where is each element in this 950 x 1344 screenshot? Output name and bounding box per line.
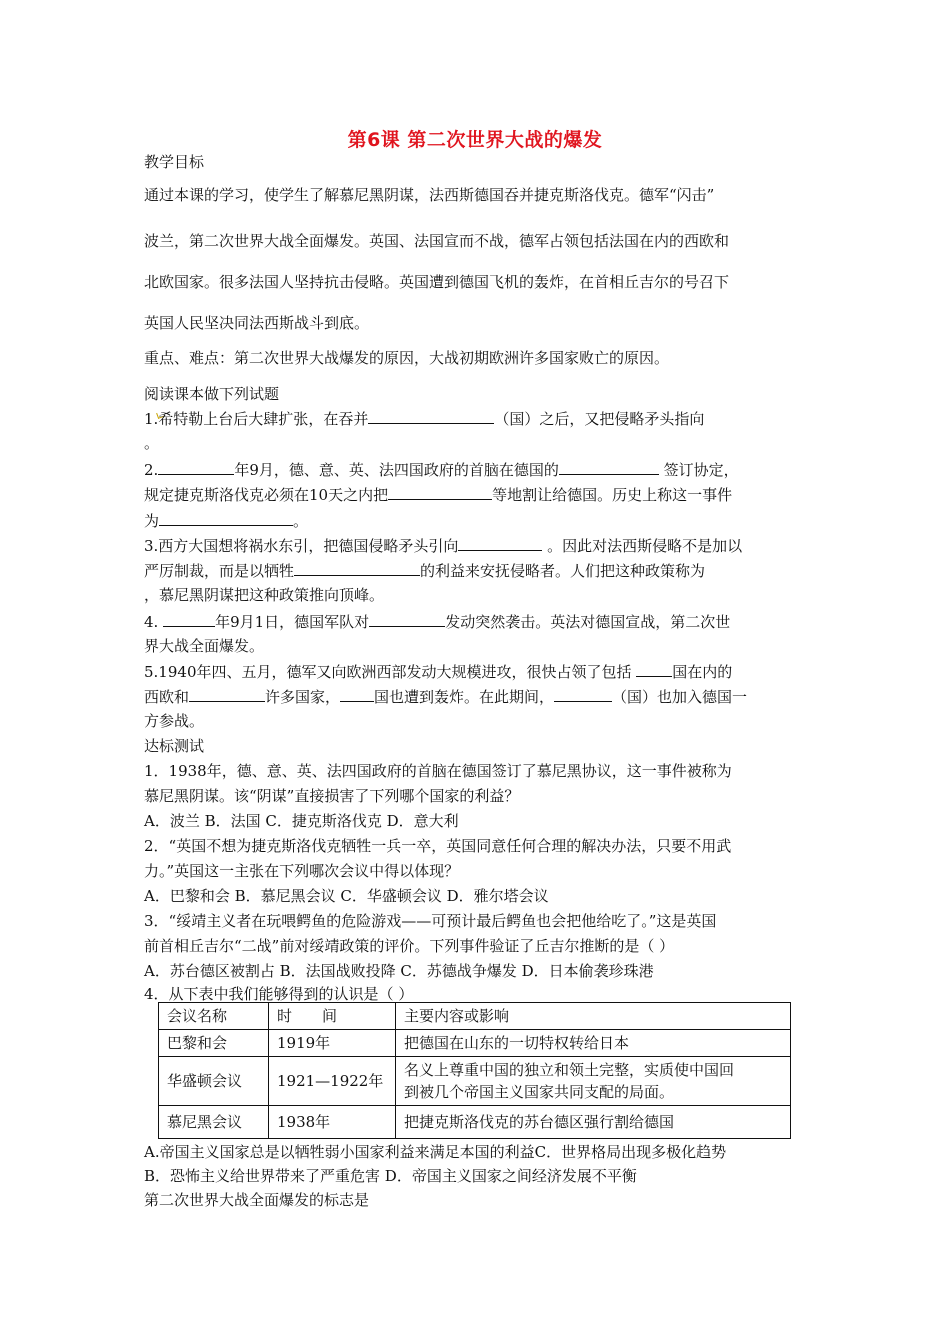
table-header-cell: 主要内容或影响 [396,1003,791,1030]
reading-q1-end: 。 [144,434,160,452]
reading-heading: 阅读课本做下列试题 [144,385,280,403]
q5-text-a: 5.1940年四、五月，德军又向欧洲西部发动大规模进攻，很快占领了包括 [144,663,637,681]
reading-q2-line1 [144,459,739,480]
table-cell: 1919年 [269,1030,396,1057]
q2-text-d: 规定捷克斯洛伐克必须在10天之内把 [144,486,389,504]
table-header-row [159,1003,791,1030]
reading-q3-line1 [144,535,742,556]
reading-q2-line3 [144,510,308,531]
q3-blank-direction[interactable] [458,535,542,551]
page-title: 第6课 第二次世界大战的爆发 [347,129,603,151]
test-q1-options: A．波兰 B．法国 C．捷克斯洛伐克 D．意大利 [144,812,459,830]
objectives-line-1: 通过本课的学习，使学生了解慕尼黑阴谋，法西斯德国吞并捷克斯洛伐克。德军“闪击” [144,186,715,204]
test-q5: 第二次世界大战全面爆发的标志是 [144,1191,370,1209]
q1-text-b: （国）之后，又把侵略矛头指向 [494,410,705,428]
table-row [159,1057,791,1106]
reading-q2-line2 [144,484,732,505]
table-cell: 慕尼黑会议 [159,1106,269,1139]
reading-q4-line1 [144,611,730,632]
q3-text-b: 。因此对法西斯侵略不是加以 [542,537,743,555]
q2-text-a: 2. [144,461,159,479]
key-points: 重点、难点：第二次世界大战爆发的原因，大战初期欧洲许多国家败亡的原因。 [144,349,670,367]
test-q4: 4．从下表中我们能够得到的认识是（ ） [144,985,414,1003]
q3-text-c: 严厉制裁，而是以牺牲 [144,562,295,580]
test-q4-options-line1: A.帝国主义国家总是以牺牲弱小国家利益来满足本国的利益C．世界格局出现多极化趋势 [144,1143,727,1161]
q2-text-b: 年9月，德、意、英、法四国政府的首脑在德国的 [234,461,559,479]
q2-text-g: 。 [293,512,309,530]
reading-q5-line2 [144,686,747,707]
q4-text-c: 发动突然袭击。英法对德国宣战，第二次世 [445,613,731,631]
q4-blank-year[interactable] [163,611,215,627]
table-header-cell: 时 间 [269,1003,396,1030]
test-q2-line2: 力。”英国这一主张在下列哪次会议中得以体现？ [144,862,460,880]
objectives-heading: 教学目标 [144,153,205,171]
table-cell-line: 名义上尊重中国的独立和领土完整，实质使中国回 [404,1061,735,1079]
test-q2-line1: 2．“英国不想为捷克斯洛伐克牺牲一兵一卒，英国同意任何合理的解决办法，只要不用武 [144,837,732,855]
test-q3-line1: 3．“绥靖主义者在玩喂鳄鱼的危险游戏——可预计最后鳄鱼也会把他给吃了。”这是英国 [144,912,717,930]
table-row [159,1106,791,1139]
test-q3-line2: 前首相丘吉尔“二战”前对绥靖政策的评价。下列事件验证了丘吉尔推断的是（ ） [144,937,675,955]
reading-q5-line1 [144,661,732,682]
q2-blank-year[interactable] [158,459,234,475]
q5-text-c: 西欧和 [144,688,190,706]
test-heading: 达标测试 [144,737,205,755]
q5-blank-country-2[interactable] [340,686,374,702]
table-cell: 巴黎和会 [159,1030,269,1057]
table-cell: 1921—1922年 [269,1057,396,1106]
q5-blank-region[interactable] [189,686,265,702]
reading-q3-line3: ，慕尼黑阴谋把这种政策推向顶峰。 [144,586,385,604]
q2-text-c: 签订协定， [658,461,739,479]
q5-blank-country-3[interactable] [554,686,612,702]
q3-text-d: 的利益来安抚侵略者。人们把这种政策称为 [420,562,706,580]
q3-text-a: 3.西方大国想将祸水东引，把德国侵略矛头引向 [144,537,459,555]
q1-blank-1[interactable] [368,408,494,424]
test-q2-options: A．巴黎和会 B．慕尼黑会议 C．华盛顿会议 D．雅尔塔会议 [144,887,549,905]
reading-q4-line2: 界大战全面爆发。 [144,637,265,655]
conference-table [158,1002,791,1139]
q5-text-b: 国在内的 [672,663,733,681]
reading-q1 [144,408,704,429]
test-q4-options-line2: B．恐怖主义给世界带来了严重危害 D．帝国主义国家之间经济发展不平衡 [144,1167,637,1185]
reading-q3-line2 [144,560,705,581]
objectives-line-2: 波兰，第二次世界大战全面爆发。英国、法国宣而不战，德军占领包括法国在内的西欧和 [144,232,730,250]
q5-text-f: （国）也加入德国一 [612,688,748,706]
q5-text-e: 国也遭到轰炸。在此期间， [374,688,555,706]
objectives-line-4: 英国人民坚决同法西斯战斗到底。 [144,314,370,332]
test-q1-line1: 1．1938年，德、意、英、法四国政府的首脑在德国签订了慕尼黑协议，这一事件被称为 [144,762,732,780]
test-q1-line2: 慕尼黑阴谋。该“阴谋”直接损害了下列哪个国家的利益？ [144,787,520,805]
table-cell [396,1057,791,1106]
table-cell: 把德国在山东的一切特权转给日本 [396,1030,791,1057]
q1-text-a: 1.希特勒上台后大肆扩张，在吞并 [144,410,369,428]
table-cell: 华盛顿会议 [159,1057,269,1106]
q4-blank-country[interactable] [369,611,445,627]
q2-text-e: 等地割让给德国。历史上称这一事件 [492,486,733,504]
q3-blank-victim[interactable] [294,560,420,576]
table-header-cell: 会议名称 [159,1003,269,1030]
q2-blank-region[interactable] [388,484,492,500]
q2-blank-place[interactable] [559,459,659,475]
q4-text-b: 年9月1日，德国军队对 [215,613,370,631]
q2-blank-event[interactable] [159,510,293,526]
table-row [159,1030,791,1057]
q5-blank-country-1[interactable] [636,661,672,677]
table-cell-line: 到被几个帝国主义国家共同支配的局面。 [404,1083,675,1101]
q5-text-d: 许多国家， [265,688,341,706]
test-q3-options: A．苏台德区被割占 B．法国战败投降 C．苏德战争爆发 D．日本偷袭珍珠港 [144,962,654,980]
q2-text-f: 为 [144,512,160,530]
reading-q5-line3: 方参战。 [144,712,205,730]
objectives-line-3: 北欧国家。很多法国人坚持抗击侵略。英国遭到德国飞机的轰炸，在首相丘吉尔的号召下 [144,273,730,291]
table-cell: 1938年 [269,1106,396,1139]
q4-text-a: 4. [144,613,164,631]
table-cell: 把捷克斯洛伐克的苏台德区强行割给德国 [396,1106,791,1139]
